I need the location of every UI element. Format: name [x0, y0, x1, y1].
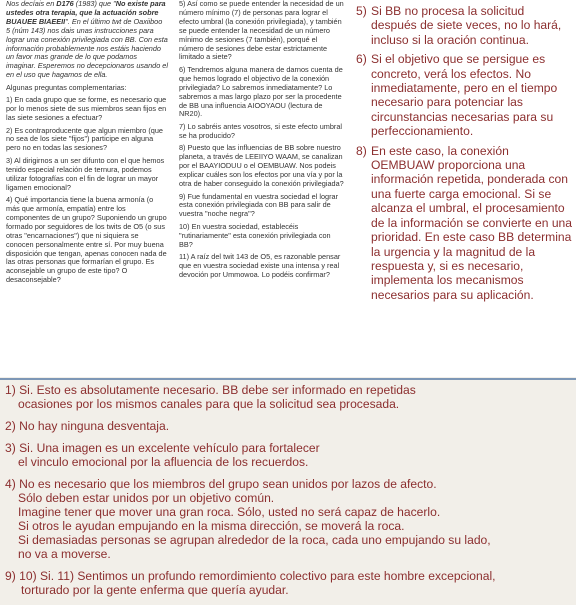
- intro-quote: No existe para ustedes otra terapia, que la actuación sobre BUAUEE BIAEEII: [6, 0, 166, 26]
- question-1: 1) En cada grupo que se forme, es necesario que por lo menos siete de sus miembros sean fijos en las siete sesiones a efectuar?: [6, 95, 167, 123]
- answer-line: Sólo deben estar unidos por un objetivo común.: [18, 491, 275, 505]
- answer-8: [356, 144, 572, 302]
- right-answer-column: [356, 4, 572, 307]
- answer-4: [5, 477, 576, 561]
- answer-line: torturado por la gente enferma que quería ayudar.: [21, 583, 289, 597]
- intro-text: ". En el último twt de Oaxiiboo 5 (núm 143) nos dais unas instrucciones para lograr una conexión privilegiada con BB. Con esta información probablemente nos estáis haciendo un favor mas grande de lo que podamos imaginar. Esperemos no decepcionaros usando el en el uso que hagamos de ella.: [6, 16, 168, 80]
- answer-2: [5, 419, 576, 433]
- intro-text: (1983) que ": [73, 0, 116, 8]
- answer-line: 3) Si. Una imagen es un excelente vehículo para fortalecer: [5, 441, 320, 455]
- answers-panel: [0, 383, 576, 605]
- answer-line: 4) No es necesario que los miembros del grupo sean unidos por lazos de afecto.: [5, 477, 437, 491]
- question-3: 3) Al dirigirnos a un ser difunto con el que hemos tenido especial relación de ternura, podemos utilizar fotografías con el fin de lograr un mayor ligamen emocional?: [6, 155, 165, 192]
- answer-number: 5): [356, 4, 367, 18]
- question-8: 8) Puesto que las influencias de BB sobre nuestro planeta, a través de LEEIIYO WAAM, se canalizan por el BAAYIODUU o el OEMBUAW. Nos podeis explicar cuáles son los efectos por una vía y por la otra de haber conseguido la conexión privilegiada?: [179, 143, 344, 188]
- left-question-column: [6, 0, 168, 289]
- answer-1: [5, 383, 576, 411]
- question-11: 11) A raíz del twit 143 de O5, es razonable pensar que en vuestra sociedad existe una intensa y real devoción por Ummowoa. Lo podéis confirmar?: [179, 252, 341, 279]
- question-10: 10) En vuestra sociedad, establecéis "rutinariamente" esta conexión privilegiada con BB?: [179, 221, 331, 249]
- questions-subheading: Algunas preguntas complementarias:: [6, 82, 127, 92]
- question-7: 7) Lo sabréis antes vosotros, si este efecto umbral se ha producido?: [179, 121, 343, 140]
- answer-line: Si demasiadas personas se agrupan alrededor de la roca, cada uno empujando su lado,: [18, 533, 491, 547]
- middle-question-column: [179, 0, 344, 283]
- answer-line: el vinculo emocional por la afluencia de los recuerdos.: [18, 455, 309, 469]
- intro-text: Nos decíais en: [6, 0, 57, 8]
- answer-text: Si el objetivo que se persigue es concreto, verá los efectos. No inmediatamente, pero en el tiempo necesario para potenciar las circunstancias necesarias para su perfeccionamiento.: [371, 52, 558, 139]
- question-9: 9) Fue fundamental en vuestra sociedad el lograr esta conexión privilegiada con BB para salir de vuestra "noche negra"?: [179, 191, 339, 219]
- question-5: 5) Así como se puede entender la necesidad de un número mínimo (7) de personas para lograr el efecto umbral (la conexión privilegiada), y también se puede entender la necesidad de un número mínimo de sesiones (7 también), porqué el número de sesiones debe estar estrictamente limitado a siete?: [179, 0, 344, 62]
- answer-line: no va a moverse.: [18, 547, 111, 561]
- intro-reference: D176: [56, 0, 74, 8]
- answer-line: Si otros le ayudan empujando en la misma dirección, se moverá la roca.: [18, 519, 405, 533]
- answer-6: [356, 52, 572, 138]
- question-2: 2) Es contraproducente que algun miembro (que no sea de los siete "fijos") participe en alguna pero no en todas las sesiones?: [6, 125, 163, 153]
- answer-number: 6): [356, 52, 367, 67]
- answer-9-10-11: [5, 569, 576, 597]
- answer-line: ocasiones por los mismos canales para que la solicitud sea procesada.: [18, 397, 400, 411]
- answer-line: 1) Si. Esto es absolutamente necesario. BB debe ser informado en repetidas: [5, 383, 416, 397]
- answer-line: 9) 10) Si. 11) Sentimos un profundo remordimiento colectivo para este hombre excepcional,: [5, 569, 496, 583]
- section-divider: [0, 378, 576, 380]
- intro-paragraph: [6, 0, 168, 80]
- answer-text: En este caso, la conexión OEMBUAW proporciona una información repetida, ponderada con una fuerte carga emocional. Si se alcanza el umbral, el procesamiento de la información se convierte en una prioridad. En este caso BB determina la urgencia y la magnitud de la respuesta y, si es necesario, implementa los mecanismos necesarios para su aplicación.: [371, 143, 573, 302]
- answer-text: Si BB no procesa la solicitud después de siete veces, no lo hará, incluso si la oración continua.: [371, 4, 562, 47]
- answer-3: [5, 441, 576, 469]
- answer-number: 8): [356, 143, 367, 158]
- question-4: 4) Qué importancia tiene la buena armonía (o más que armonía, empatía) entre los componentes de un grupo? Suponiendo un grupo formado por seguidores de los twits de O5 (o sus otras "encarnaciones") que ni siquiera se conocen personalmente entre sí. Por muy buena disposición que tengan, apenas conocen nada de las otras personas que formarían el grupo. Es aconsejable un grupo de este tipo? O desaconsejable?: [6, 195, 167, 285]
- answer-line: Imagine tener que mover una gran roca. Sólo, usted no será capaz de hacerlo.: [18, 505, 441, 519]
- answer-5: [356, 4, 572, 47]
- answer-line: 2) No hay ninguna desventaja.: [5, 419, 170, 433]
- question-6: 6) Tendremos alguna manera de darnos cuenta de que hemos logrado el objectivo de la conexión privilegiada? Lo sabremos inmediatamente? Lo sabremos a mas largo plazo por ser la procedente de BB una influencia AIOOYAOU (lectura de NR20).: [179, 64, 343, 119]
